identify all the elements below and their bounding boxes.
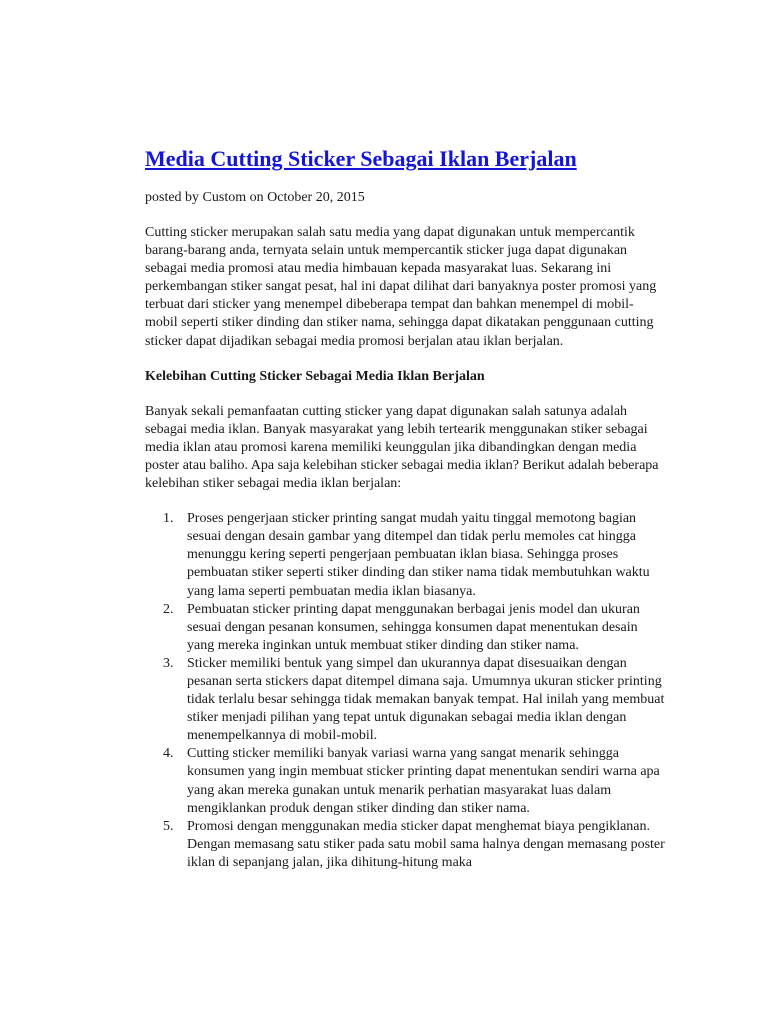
advantages-list: [145, 510, 665, 872]
intro-paragraph: Cutting sticker merupakan salah satu media yang dapat digunakan untuk mempercantik barang-barang anda, ternyata selain untuk mempercantik sticker juga dapat digunakan sebagai media promosi atau media himbauan kepada masyarakat luas. Sekarang ini perkembangan stiker sangat pesat, hal ini dapat dilihat dari banyaknya poster promosi yang terbuat dari sticker yang menempel dibeberapa tempat dan bahkan menempel di mobil-mobil seperti stiker dinding dan stiker nama, sehingga dapat dikatakan penggunaan cutting sticker dapat dijadikan sebagai media promosi berjalan atau iklan berjalan.: [145, 225, 657, 349]
list-item-number: 5.: [163, 818, 174, 834]
list-item-number: 2.: [163, 601, 174, 617]
list-item-text: Pembuatan sticker printing dapat menggunakan berbagai jenis model dan ukuran sesuai dengan pesanan konsumen, sehingga konsumen dapat menentukan desain yang mereka inginkan untuk membuat stiker dinding dan stiker nama.: [187, 601, 640, 653]
article-byline: posted by Custom on October 20, 2015: [145, 190, 365, 205]
list-item: [145, 818, 665, 872]
list-item-text: Proses pengerjaan sticker printing sangat mudah yaitu tinggal memotong bagian sesuai dengan desain gambar yang ditempel dan tidak perlu memoles cat hingga menunggu kering seperti pengerjaan pembuatan iklan biasa. Sehingga proses pembuatan stiker seperti stiker dinding dan stiker nama tidak membutuhkan waktu yang lama seperti pembuatan media iklan biasanya.: [187, 511, 650, 599]
article: [145, 143, 665, 872]
list-item: [145, 601, 665, 655]
list-item: [145, 510, 665, 600]
list-item-text: Sticker memiliki bentuk yang simpel dan ukurannya dapat disesuaikan dengan pesanan serta stickers dapat ditempel dimana saja. Umumnya ukuran sticker printing tidak terlalu besar sehingga tidak memakan banyak tempat. Hal inilah yang membuat stiker menjadi pilihan yang tepat untuk digunakan sebagai media iklan dengan menempelkannya di mobil-mobil.: [187, 655, 665, 744]
list-item: [145, 655, 665, 745]
list-item-number: 4.: [163, 746, 174, 762]
list-item-text: Promosi dengan menggunakan media sticker dapat menghemat biaya pengiklanan. Dengan memasang satu stiker pada satu mobil sama halnya dengan memasang poster iklan di sepanjang jalan, jika dihitung-hitung maka: [187, 818, 665, 870]
list-item: [145, 745, 665, 817]
list-item-number: 1.: [163, 511, 174, 527]
list-item-number: 3.: [163, 655, 174, 671]
body-paragraph: Banyak sekali pemanfaatan cutting sticker yang dapat digunakan salah satunya adalah sebagai media iklan. Banyak masyarakat yang lebih tertearik menggunakan stiker sebagai media iklan atau promosi karena memiliki keunggulan jika dibandingkan dengan media poster atau baliho. Apa saja kelebihan sticker sebagai media iklan? Berikut adalah beberapa kelebihan stiker sebagai media iklan berjalan:: [145, 403, 659, 492]
article-title-link[interactable]: Media Cutting Sticker Sebagai Iklan Berjalan: [145, 146, 577, 171]
list-item-text: Cutting sticker memiliki banyak variasi warna yang sangat menarik sehingga konsumen yang ingin membuat sticker printing dapat menentukan sendiri warna apa yang akan mereka gunakan untuk menarik perhatian masyarakat luas dalam mengiklankan produk dengan stiker dinding dan stiker nama.: [187, 746, 660, 816]
section-heading: Kelebihan Cutting Sticker Sebagai Media Iklan Berjalan: [145, 368, 485, 384]
